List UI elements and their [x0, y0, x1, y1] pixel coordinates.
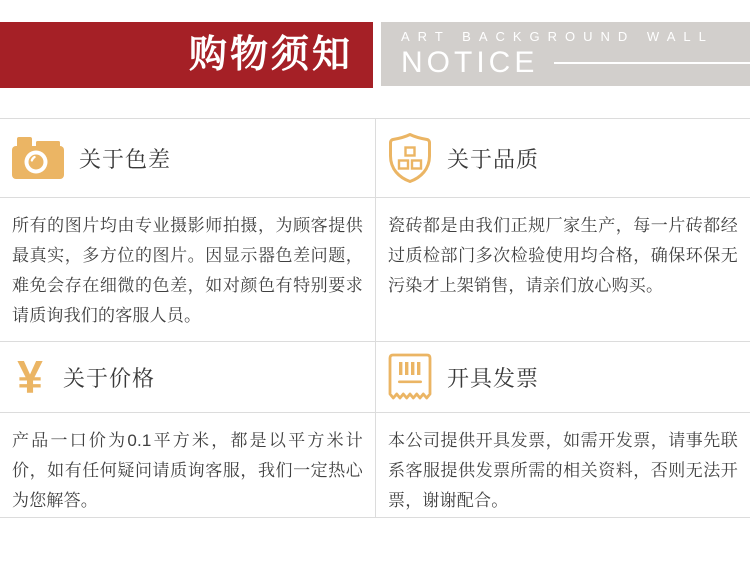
banner-notice-row — [401, 47, 750, 79]
invoice-receipt-icon — [388, 353, 432, 401]
yuan-price-icon: ¥ — [17, 351, 43, 403]
quality-shield-icon — [388, 132, 432, 184]
banner-title-block — [0, 22, 373, 88]
section-price-header — [0, 342, 375, 413]
section-invoice-header — [375, 342, 750, 413]
camera-icon — [12, 137, 64, 179]
banner-subtitle-block — [381, 22, 750, 86]
section-title: 关于色差 — [79, 146, 172, 172]
section-quality-body: 瓷砖都是由我们正规厂家生产，每一片砖都经过质检部门多次检验使用均合格，确保环保无污染才上架销售，请亲们放心购买。 — [375, 198, 750, 342]
header-banner — [0, 22, 750, 86]
notice-grid — [0, 118, 750, 518]
section-title: 开具发票 — [447, 365, 540, 391]
section-title: 关于价格 — [63, 365, 156, 391]
banner-notice-label: NOTICE — [401, 46, 539, 79]
section-title: 关于品质 — [447, 146, 540, 172]
section-invoice-body: 本公司提供开具发票，如需开发票，请事先联系客服提供发票所需的相关资料，否则无法开票，谢谢配合。 — [375, 413, 750, 518]
banner-decorative-line — [554, 62, 750, 64]
section-color-difference-body: 所有的图片均由专业摄影师拍摄，为顾客提供最真实，多方位的图片。因显示器色差问题，难免会存在细微的色差，如对颜色有特别要求请质询我们的客服人员。 — [0, 198, 375, 342]
section-quality-header — [375, 119, 750, 198]
banner-divider-gap — [373, 22, 381, 86]
page-title: 购物须知 — [188, 34, 353, 76]
section-price-body: 产品一口价为0.1平方米，都是以平方米计价，如有任何疑问请质询客服，我们一定热心为您解答。 — [0, 413, 375, 518]
banner-subtitle-en: ART BACKGROUND WALL — [401, 29, 714, 44]
section-color-difference-header — [0, 119, 375, 198]
